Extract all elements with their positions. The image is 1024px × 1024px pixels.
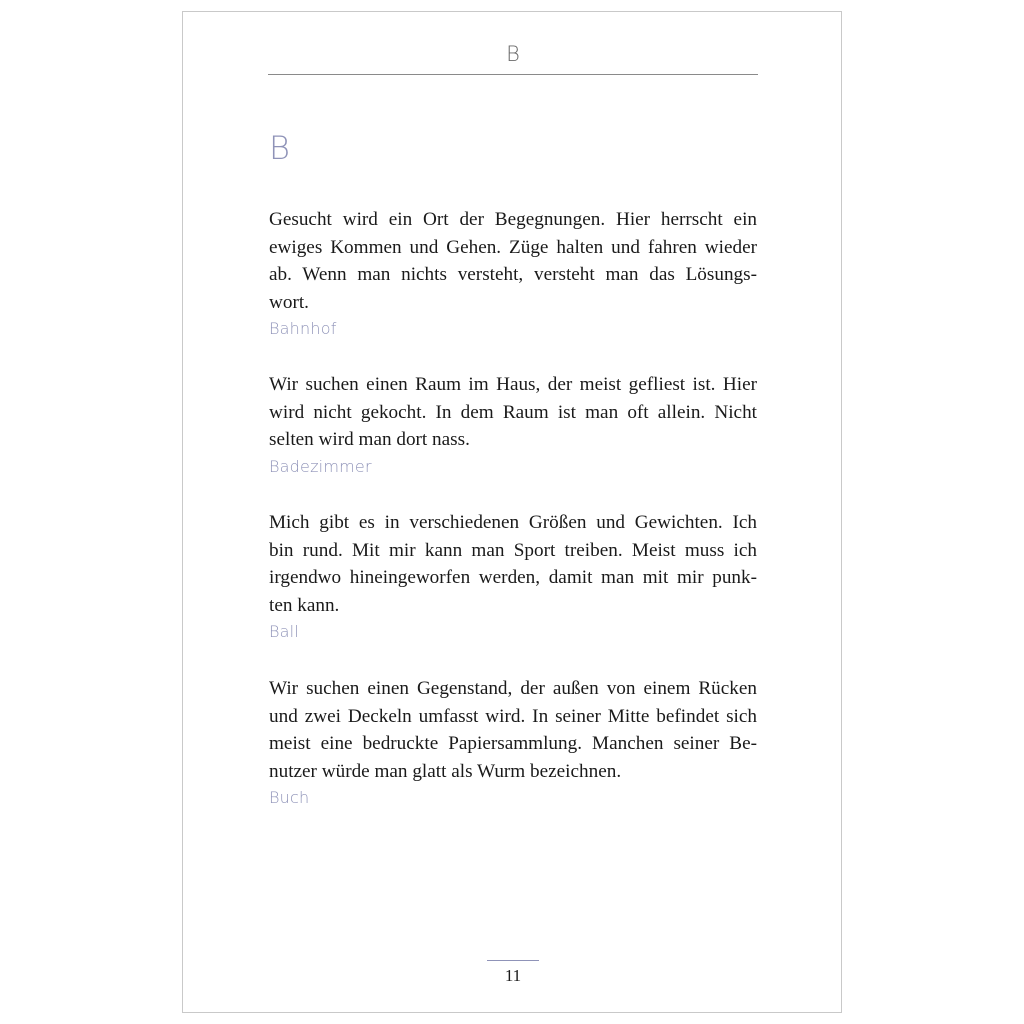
riddle-line: bin rund. Mit mir kann man Sport treiben. Meist muss ich	[269, 539, 757, 561]
riddle-line: ewiges Kommen und Gehen. Züge halten und fahren wieder	[269, 236, 757, 258]
riddle-answer: Buch	[269, 788, 310, 807]
riddle-text	[269, 509, 757, 619]
riddle-answer: Badezimmer	[269, 456, 372, 476]
riddle-line: wird nicht gekocht. In dem Raum ist man oft allein. Nicht	[269, 401, 757, 423]
riddle-badezimmer	[269, 371, 757, 478]
running-head: B	[268, 40, 758, 75]
riddle-bahnhof	[269, 206, 757, 340]
book-page	[182, 11, 842, 1013]
riddle-line: irgendwo hineingeworfen werden, damit man mit mir punk-	[269, 567, 757, 588]
riddle-line: meist eine bedruckte Papiersammlung. Manchen seiner Be-	[269, 733, 757, 754]
riddle-line: Wir suchen einen Raum im Haus, der meist gefliest ist. Hier	[269, 374, 757, 395]
riddle-line: wort.	[269, 291, 309, 313]
riddle-buch	[269, 675, 757, 809]
riddle-line: ab. Wenn man nichts versteht, versteht man das Lösungs-	[269, 264, 757, 285]
footer-rule	[487, 960, 539, 961]
riddle-line: und zwei Deckeln umfasst wird. In seiner Mitte befindet sich	[269, 705, 757, 727]
riddle-text	[269, 206, 757, 316]
riddle-line: Mich gibt es in verschiedenen Größen und Gewichten. Ich	[269, 512, 757, 533]
page-number: 11	[504, 966, 522, 985]
riddle-answer: Bahnhof	[269, 319, 337, 338]
riddle-line: nutzer würde man glatt als Wurm bezeichnen.	[269, 760, 622, 782]
riddle-line: ten kann.	[269, 594, 340, 616]
riddle-line: Gesucht wird ein Ort der Begegnungen. Hier herrscht ein	[269, 209, 757, 230]
chapter-letter: B	[269, 129, 290, 167]
riddle-text	[269, 371, 757, 454]
riddle-ball	[269, 509, 757, 643]
riddle-answer: Ball	[269, 622, 299, 641]
riddle-line: selten wird man dort nass.	[269, 429, 470, 450]
riddle-text	[269, 675, 757, 785]
riddle-line: Wir suchen einen Gegenstand, der außen von einem Rücken	[269, 678, 757, 699]
